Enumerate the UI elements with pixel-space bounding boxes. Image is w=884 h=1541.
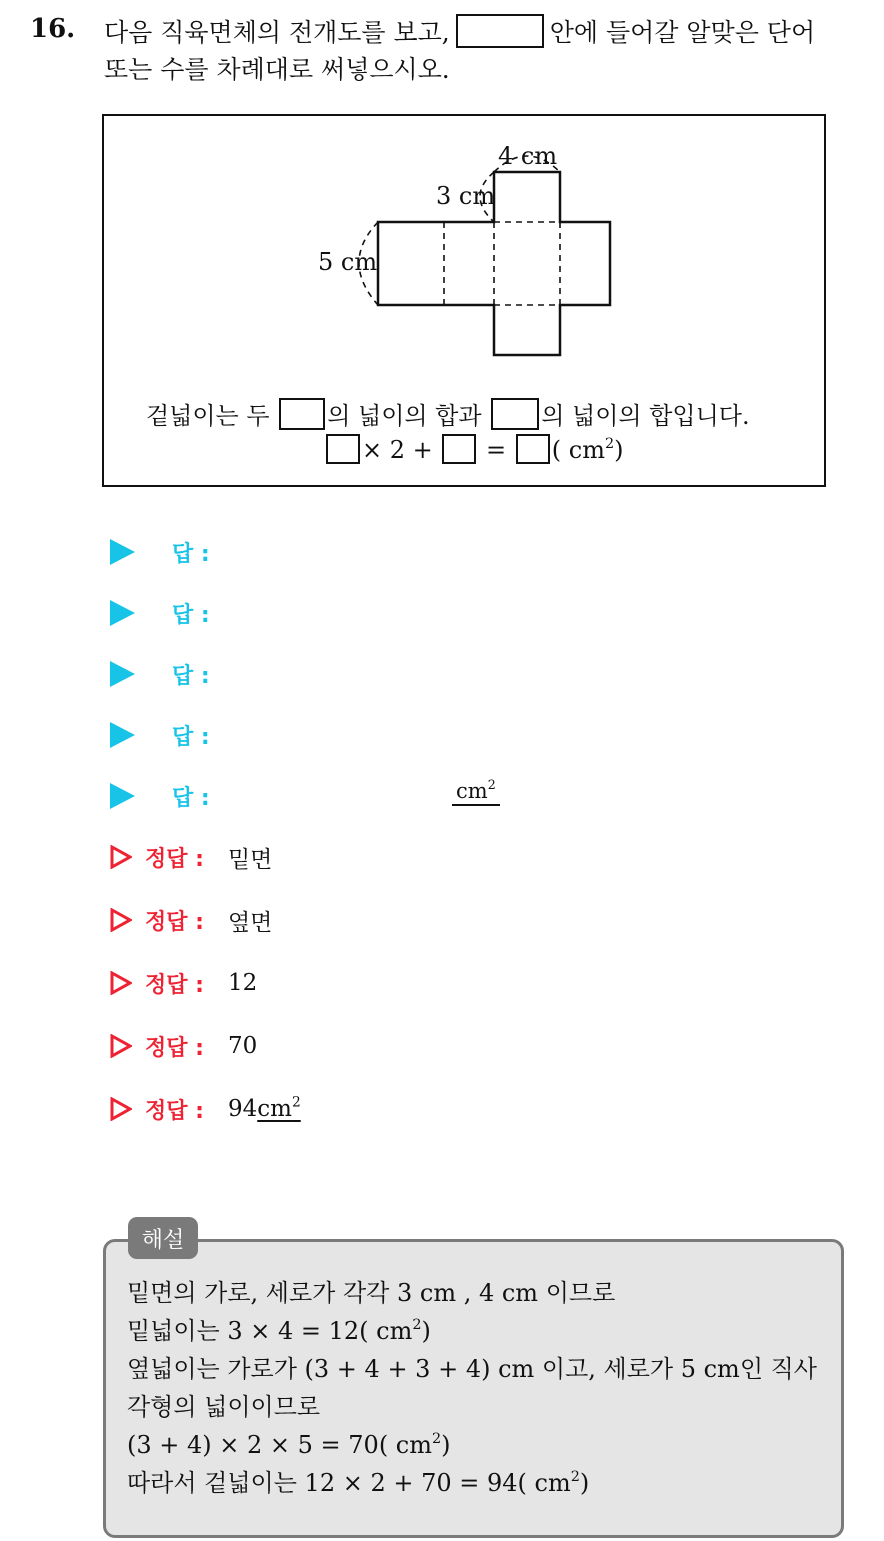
correct-value-unit bbox=[257, 1096, 300, 1122]
outline-triangle-icon bbox=[110, 971, 132, 995]
correct-answer-row bbox=[110, 1028, 257, 1064]
play-triangle-icon bbox=[110, 722, 135, 748]
explanation-line-6 bbox=[127, 1467, 589, 1499]
explanation-close: ) bbox=[441, 1431, 451, 1459]
sentence-part-1: 겉넓이는 두 bbox=[146, 402, 270, 430]
figure-sentence bbox=[146, 396, 750, 431]
outline-triangle-icon bbox=[110, 845, 132, 869]
formula-equals: = bbox=[486, 436, 507, 464]
formula-blank-3 bbox=[516, 434, 550, 464]
formula-unit-exp: 2 bbox=[604, 435, 615, 452]
label-left-length: 5 cm bbox=[318, 248, 378, 276]
outline-triangle-icon bbox=[110, 1034, 132, 1058]
correct-label: 정답 : bbox=[145, 909, 204, 935]
formula-unit-open: ( cm bbox=[551, 436, 605, 464]
correct-unit-exp: 2 bbox=[291, 1094, 301, 1111]
play-triangle-icon bbox=[110, 783, 135, 809]
explanation-line-6-text: 따라서 겉넓이는 12 × 2 + 70 = 94( cm bbox=[127, 1469, 571, 1497]
sentence-blank-2 bbox=[491, 398, 539, 430]
answer-label: 답 : bbox=[172, 602, 210, 628]
sentence-part-3: 의 넓이의 합입니다. bbox=[541, 402, 750, 430]
correct-answer-row bbox=[110, 1091, 301, 1127]
formula-blank-2 bbox=[442, 434, 476, 464]
sentence-part-2: 의 넓이의 합과 bbox=[327, 402, 482, 430]
answer-row[interactable] bbox=[110, 656, 210, 692]
question-number: 16. bbox=[30, 14, 76, 44]
question-text-after-blank: 안에 들어갈 알맞은 단어 bbox=[549, 18, 816, 47]
correct-value bbox=[228, 1096, 301, 1122]
explanation-line-1: 밑면의 가로, 세로가 각각 3 cm , 4 cm 이므로 bbox=[127, 1279, 616, 1307]
explanation-tab: 해설 bbox=[128, 1217, 198, 1259]
explanation-close: ) bbox=[421, 1317, 431, 1345]
correct-answer-row bbox=[110, 965, 257, 1001]
explanation-line-5-text: (3 + 4) × 2 × 5 = 70( cm bbox=[127, 1431, 433, 1459]
formula-blank-1 bbox=[326, 434, 360, 464]
explanation-line-3: 옆넓이는 가로가 (3 + 4 + 3 + 4) cm 이고, 세로가 5 cm인 직사 bbox=[127, 1355, 817, 1383]
explanation-exp: 2 bbox=[412, 1316, 422, 1333]
correct-answer-row bbox=[110, 839, 272, 875]
answer-label: 답 : bbox=[172, 724, 210, 750]
explanation-line-2 bbox=[127, 1315, 431, 1347]
answer-unit-exp: 2 bbox=[487, 777, 496, 793]
formula-unit-close: ) bbox=[614, 436, 624, 464]
formula-times: × 2 + bbox=[362, 436, 433, 464]
correct-value: 70 bbox=[227, 1033, 258, 1059]
correct-label: 정답 : bbox=[145, 1098, 204, 1124]
answer-unit bbox=[452, 777, 500, 806]
correct-value-number: 94 bbox=[227, 1096, 258, 1122]
correct-value: 옆면 bbox=[227, 909, 273, 936]
correct-label: 정답 : bbox=[145, 1035, 204, 1061]
label-top-length: 4 cm bbox=[498, 142, 558, 170]
sentence-blank-1 bbox=[279, 398, 325, 430]
correct-value: 밑면 bbox=[227, 846, 273, 873]
answer-row[interactable] bbox=[110, 717, 210, 753]
correct-value: 12 bbox=[227, 970, 258, 996]
explanation-close: ) bbox=[579, 1469, 590, 1497]
answer-unit-text: cm bbox=[456, 779, 488, 803]
question-text-before-blank: 다음 직육면체의 전개도를 보고, bbox=[104, 18, 450, 47]
answer-row[interactable] bbox=[110, 534, 210, 570]
play-triangle-icon bbox=[110, 600, 135, 626]
answer-row[interactable] bbox=[110, 595, 210, 631]
explanation-exp: 2 bbox=[432, 1430, 442, 1447]
outline-triangle-icon bbox=[110, 908, 132, 932]
answer-label: 답 : bbox=[172, 785, 210, 811]
explanation-line-2-text: 밑넓이는 3 × 4 = 12( cm bbox=[127, 1317, 413, 1345]
answer-row[interactable] bbox=[110, 778, 210, 814]
correct-label: 정답 : bbox=[145, 972, 204, 998]
question-text-line2: 또는 수를 차례대로 써넣으시오. bbox=[104, 55, 450, 84]
explanation-exp: 2 bbox=[570, 1468, 580, 1485]
explanation-line-4: 각형의 넓이이므로 bbox=[127, 1393, 321, 1421]
explanation-line-5 bbox=[127, 1429, 451, 1461]
answer-label: 답 : bbox=[172, 663, 210, 689]
correct-answer-row bbox=[110, 902, 272, 938]
play-triangle-icon bbox=[110, 539, 135, 565]
correct-unit-text: cm bbox=[257, 1096, 292, 1122]
correct-label: 정답 : bbox=[145, 846, 204, 872]
play-triangle-icon bbox=[110, 661, 135, 687]
label-mid-length: 3 cm bbox=[436, 182, 496, 210]
answer-label: 답 : bbox=[172, 541, 210, 567]
outline-triangle-icon bbox=[110, 1097, 132, 1121]
figure-formula bbox=[324, 434, 624, 464]
